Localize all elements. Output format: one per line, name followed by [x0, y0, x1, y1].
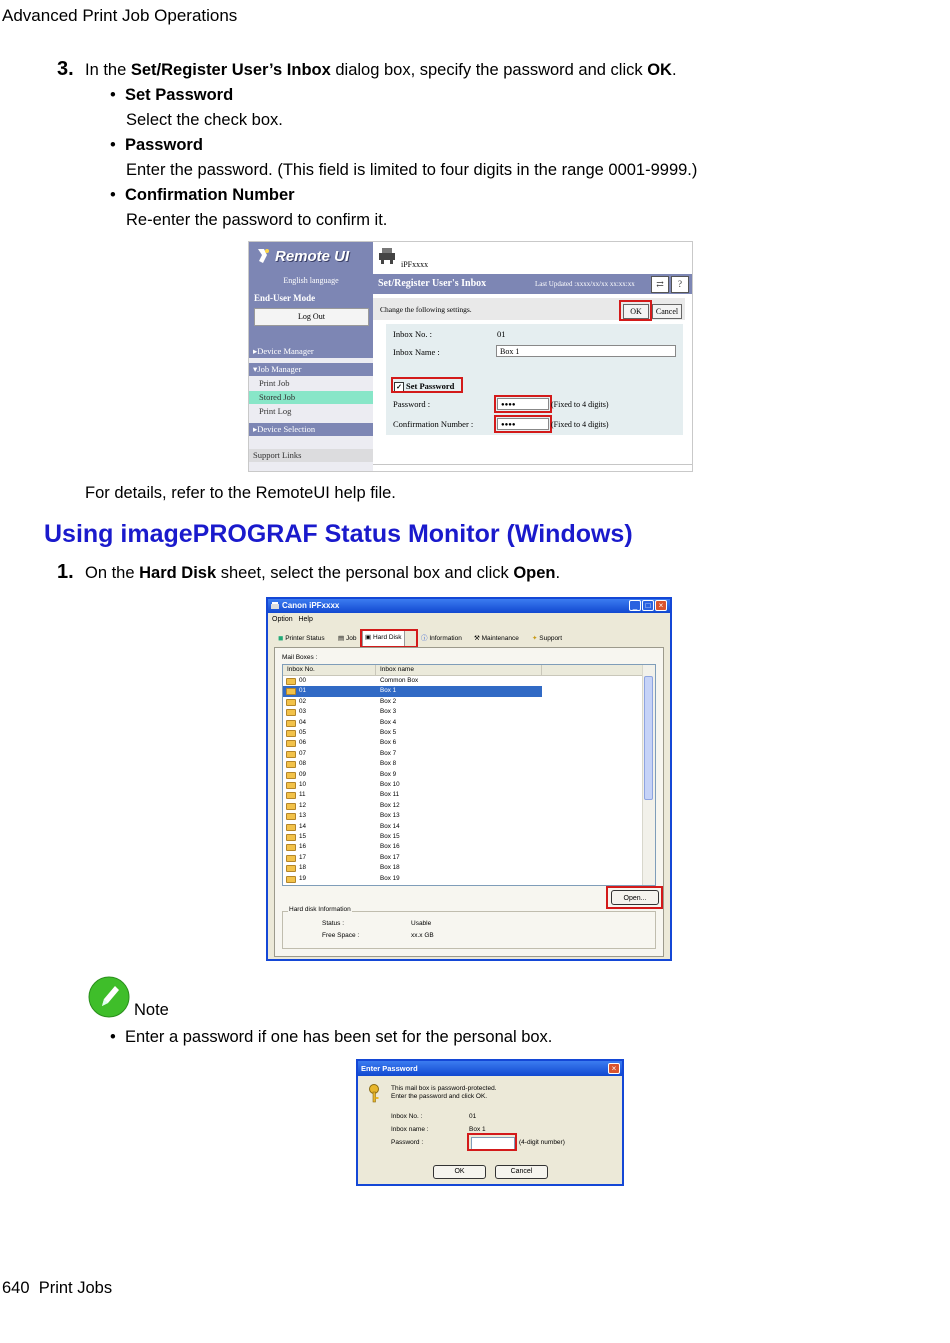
folder-icon — [286, 855, 296, 862]
folder-icon — [286, 792, 296, 799]
password-hint: (4-digit number) — [519, 1139, 565, 1146]
folder-icon — [286, 824, 296, 831]
note-bullet: • Enter a password if one has been set for the personal box. — [110, 1028, 553, 1046]
folder-icon — [286, 865, 296, 872]
note-icon — [88, 976, 130, 1018]
highlight-box — [391, 377, 463, 393]
inbox-name: Box 7 — [380, 749, 397, 757]
inbox-name: Box 16 — [380, 843, 400, 851]
inbox-no: 14 — [299, 822, 307, 830]
menu-bar — [272, 616, 313, 623]
hard-disk-icon: ▣ — [365, 634, 372, 641]
menu-option[interactable]: Option — [272, 616, 293, 623]
bullet-set-password: • Set Password — [110, 86, 234, 104]
bullet-term: Password — [124, 136, 203, 154]
folder-icon — [286, 772, 296, 779]
list-item[interactable] — [283, 707, 643, 717]
inbox-name: Box 14 — [380, 822, 400, 830]
remote-ui-logo-icon — [255, 247, 271, 265]
divider — [373, 464, 692, 465]
inbox-name: Box 3 — [380, 708, 397, 716]
inbox-no: 10 — [299, 781, 307, 788]
inbox-name: Common Box — [380, 677, 419, 684]
inbox-no: 02 — [299, 697, 307, 705]
inbox-no: 06 — [299, 739, 307, 747]
change-settings-text: Change the following settings. — [380, 305, 472, 314]
step-text-b: sheet, select the personal box and click — [216, 564, 514, 582]
printer-icon: ◼ — [278, 635, 284, 642]
hd-info-group — [282, 911, 656, 949]
free-space-label: Free Space : — [322, 932, 360, 939]
inbox-no-label: Inbox No. : — [391, 1113, 423, 1120]
folder-icon — [286, 720, 296, 727]
highlight-box — [606, 886, 663, 909]
inbox-name: Box 11 — [380, 791, 400, 799]
folder-icon — [286, 699, 296, 706]
tab-label: Information — [429, 635, 462, 642]
bullet-confirmation: • Confirmation Number — [110, 186, 295, 204]
tools-icon: ⚒ — [474, 635, 480, 642]
tab-support[interactable] — [530, 632, 564, 646]
list-item[interactable] — [283, 749, 643, 759]
check-icon: ✓ — [394, 382, 404, 392]
logout-button[interactable]: Log Out — [254, 308, 369, 326]
list-item[interactable] — [283, 874, 643, 884]
inbox-name: Box 9 — [380, 770, 397, 778]
bullet-desc: Enter the password. (This field is limited to four digits in the range 0001-9999.) — [126, 161, 698, 179]
inbox-no: 17 — [299, 853, 307, 861]
remote-ui-logo: Remote UI — [275, 248, 350, 265]
tab-label: Hard Disk — [372, 634, 402, 641]
nav-stored-job[interactable]: Stored Job — [249, 391, 373, 404]
nav-job-manager[interactable]: ▾Job Manager — [249, 363, 373, 376]
running-header: Advanced Print Job Operations — [2, 6, 238, 25]
col-inbox-name[interactable]: Inbox name — [380, 666, 414, 673]
scrollbar[interactable] — [642, 665, 655, 885]
folder-icon — [286, 709, 296, 716]
mail-boxes-label: Mail Boxes : — [282, 654, 318, 661]
nav-device-manager[interactable]: ▸Device Manager — [249, 345, 373, 358]
inbox-name-label: Inbox name : — [391, 1126, 429, 1133]
inbox-no: 00 — [299, 677, 307, 684]
tab-label: Job — [345, 635, 357, 642]
list-item[interactable] — [283, 801, 643, 811]
inbox-no: 15 — [299, 833, 307, 840]
tab-label: Support — [539, 635, 563, 642]
bullet-term: Set Password — [124, 86, 234, 104]
step-number: 1. — [57, 561, 74, 583]
inbox-name-label: Inbox Name : — [393, 347, 440, 357]
list-item[interactable] — [283, 770, 643, 780]
folder-icon — [286, 761, 296, 768]
inbox-no: 01 — [299, 687, 307, 695]
status-value: Usable — [411, 920, 432, 927]
dialog-message-1: This mail box is password-protected. — [391, 1085, 497, 1092]
job-icon: ▤ — [338, 635, 345, 642]
remote-ui-screenshot — [248, 241, 693, 472]
inbox-no: 05 — [299, 729, 307, 736]
inbox-no: 12 — [299, 801, 307, 809]
page-number: 640 — [2, 1279, 30, 1297]
nav-print-log[interactable]: Print Log — [249, 405, 373, 418]
step-text-c: . — [555, 564, 561, 582]
app-icon — [270, 601, 280, 611]
folder-icon — [286, 844, 296, 851]
close-icon[interactable]: × — [608, 1063, 620, 1074]
inbox-name: Box 1 — [380, 687, 397, 695]
maximize-icon[interactable]: □ — [642, 600, 654, 611]
tab-maintenance[interactable] — [472, 632, 521, 646]
inbox-name: Box 19 — [380, 874, 400, 882]
list-item[interactable] — [283, 863, 643, 873]
bullet-desc: Select the check box. — [126, 111, 283, 129]
tab-job[interactable] — [336, 632, 358, 646]
inbox-name: Box 15 — [380, 833, 400, 840]
hd-info-title: Hard disk Information — [289, 906, 351, 913]
folder-icon — [286, 678, 296, 685]
tab-information[interactable] — [419, 632, 464, 646]
list-item[interactable] — [283, 676, 643, 686]
step-text-a: In the — [85, 61, 131, 79]
info-icon: ⓘ — [421, 635, 428, 642]
ok-button[interactable]: OK — [623, 304, 649, 319]
refresh-icon[interactable]: ⇄ — [651, 276, 669, 293]
mode-label: End-User Mode — [254, 293, 316, 303]
mailbox-list[interactable] — [282, 664, 656, 886]
language-link[interactable]: English language — [283, 276, 339, 285]
list-item[interactable] — [283, 842, 643, 852]
list-item[interactable] — [283, 718, 643, 728]
inbox-no: 16 — [299, 843, 307, 851]
folder-icon — [286, 813, 296, 820]
folder-icon — [286, 751, 296, 758]
sheet-name: Hard Disk — [139, 564, 217, 582]
enter-password-dialog — [356, 1059, 624, 1186]
password-field[interactable]: ●●●● — [497, 398, 549, 410]
folder-icon — [286, 803, 296, 810]
ok-button[interactable]: OK — [433, 1165, 486, 1179]
inbox-no-value: 01 — [497, 329, 506, 339]
list-item[interactable] — [283, 728, 643, 738]
col-divider — [541, 665, 542, 675]
inbox-no: 13 — [299, 812, 307, 820]
inbox-no-label: Inbox No. : — [393, 329, 432, 339]
open-term: Open — [513, 564, 556, 582]
ok-term: OK — [647, 61, 672, 79]
step-text-b: dialog box, specify the password and click — [330, 61, 648, 79]
menu-help[interactable]: Help — [298, 616, 313, 623]
free-space-value: xx.x GB — [411, 932, 434, 939]
bullet-term: Confirmation Number — [124, 186, 295, 204]
inbox-no: 11 — [299, 791, 306, 799]
note-label: Note — [134, 1001, 169, 1019]
list-item[interactable] — [283, 853, 643, 863]
scroll-thumb[interactable] — [644, 676, 653, 800]
inbox-no: 19 — [299, 874, 307, 882]
last-updated: Last Updated :xxxx/xx/xx xx:xx:xx — [535, 280, 635, 288]
confirm-label: Confirmation Number : — [393, 419, 474, 429]
list-item[interactable] — [283, 790, 643, 800]
details-text: For details, refer to the RemoteUI help file. — [85, 484, 396, 502]
password-label: Password : — [391, 1139, 424, 1146]
folder-icon — [286, 782, 296, 789]
inbox-name: Box 8 — [380, 760, 397, 768]
col-inbox-no[interactable]: Inbox No. — [287, 666, 315, 673]
tab-label: Printer Status — [285, 635, 325, 642]
list-item[interactable] — [283, 759, 643, 769]
footer-section: Print Jobs — [38, 1279, 113, 1297]
list-header — [283, 665, 643, 676]
printer-model: iPFxxxx — [401, 260, 429, 269]
close-icon[interactable]: × — [655, 600, 667, 611]
inbox-no: 04 — [299, 718, 307, 726]
folder-icon — [286, 730, 296, 737]
step-text — [85, 61, 677, 80]
folder-icon — [286, 834, 296, 841]
inbox-name-field[interactable]: Box 1 — [496, 345, 676, 357]
cancel-button[interactable]: Cancel — [495, 1165, 548, 1179]
nav-support-links[interactable]: Support Links — [249, 449, 373, 462]
list-item[interactable] — [283, 686, 542, 696]
help-icon[interactable]: ? — [671, 276, 689, 293]
list-item[interactable] — [283, 811, 643, 821]
dialog-title: Enter Password — [361, 1064, 418, 1073]
highlight-box — [467, 1133, 517, 1151]
status-label: Status : — [322, 920, 345, 927]
list-item[interactable] — [283, 738, 643, 748]
tab-printer-status[interactable] — [276, 632, 327, 646]
list-item[interactable] — [283, 832, 643, 842]
inbox-name: Box 17 — [380, 853, 400, 861]
support-icon: ✦ — [532, 635, 538, 642]
inbox-no: 07 — [299, 749, 307, 757]
tab-label: Maintenance — [481, 635, 519, 642]
list-item[interactable] — [283, 780, 643, 790]
key-icon — [366, 1083, 382, 1103]
list-item[interactable] — [283, 697, 643, 707]
confirm-field[interactable]: ●●●● — [497, 418, 549, 430]
step-text — [85, 564, 560, 583]
inbox-no: 09 — [299, 770, 307, 778]
inbox-name: Box 10 — [380, 781, 400, 788]
highlight-box — [494, 415, 552, 433]
dialog-name: Set/Register User’s Inbox — [130, 61, 331, 79]
nav-print-job[interactable]: Print Job — [249, 377, 373, 390]
inbox-no: 08 — [299, 760, 307, 768]
note-text: Enter a password if one has been set for the personal box. — [124, 1028, 553, 1046]
folder-icon — [286, 740, 296, 747]
minimize-icon[interactable]: _ — [629, 600, 641, 611]
section-heading: Using imagePROGRAF Status Monitor (Windows) — [44, 520, 633, 548]
main-header — [373, 242, 692, 274]
dialog-message-2: Enter the password and click OK. — [391, 1093, 488, 1100]
highlight-box — [494, 395, 552, 413]
inbox-name: Box 6 — [380, 739, 397, 747]
cancel-button[interactable]: Cancel — [652, 304, 682, 319]
bullet-password: • Password — [110, 136, 203, 154]
set-password-label: Set Password — [406, 381, 455, 391]
inbox-no: 18 — [299, 864, 307, 872]
step-text-c: . — [671, 61, 677, 79]
col-divider — [375, 665, 376, 675]
step-number: 3. — [57, 58, 74, 80]
inbox-no-value: 01 — [469, 1113, 477, 1120]
window-title: Canon iPFxxxx — [282, 601, 340, 610]
inbox-name: Box 18 — [380, 864, 400, 872]
fixed-note: (Fixed to 4 digits) — [551, 420, 609, 429]
nav-device-selection[interactable]: ▸Device Selection — [249, 423, 373, 436]
fixed-note: (Fixed to 4 digits) — [551, 400, 609, 409]
status-monitor-window — [266, 597, 672, 961]
step-text-a: On the — [85, 564, 140, 582]
open-button[interactable]: Open... — [611, 890, 659, 905]
inbox-name: Box 13 — [380, 812, 400, 820]
folder-icon — [286, 876, 296, 883]
inbox-name: Box 4 — [380, 718, 397, 726]
printer-icon — [377, 247, 397, 265]
list-item[interactable] — [283, 822, 643, 832]
inbox-name: Box 12 — [380, 801, 400, 809]
password-label: Password : — [393, 399, 431, 409]
page-footer — [2, 1279, 112, 1298]
folder-icon — [286, 688, 296, 695]
inbox-name: Box 2 — [380, 697, 397, 705]
inbox-name-value: Box 1 — [469, 1126, 486, 1133]
highlight-box — [619, 300, 652, 321]
highlight-box — [360, 629, 418, 648]
inbox-name: Box 5 — [380, 729, 397, 736]
page-title: Set/Register User's Inbox — [378, 278, 487, 289]
inbox-no: 03 — [299, 708, 307, 716]
bullet-desc: Re-enter the password to confirm it. — [126, 211, 388, 229]
